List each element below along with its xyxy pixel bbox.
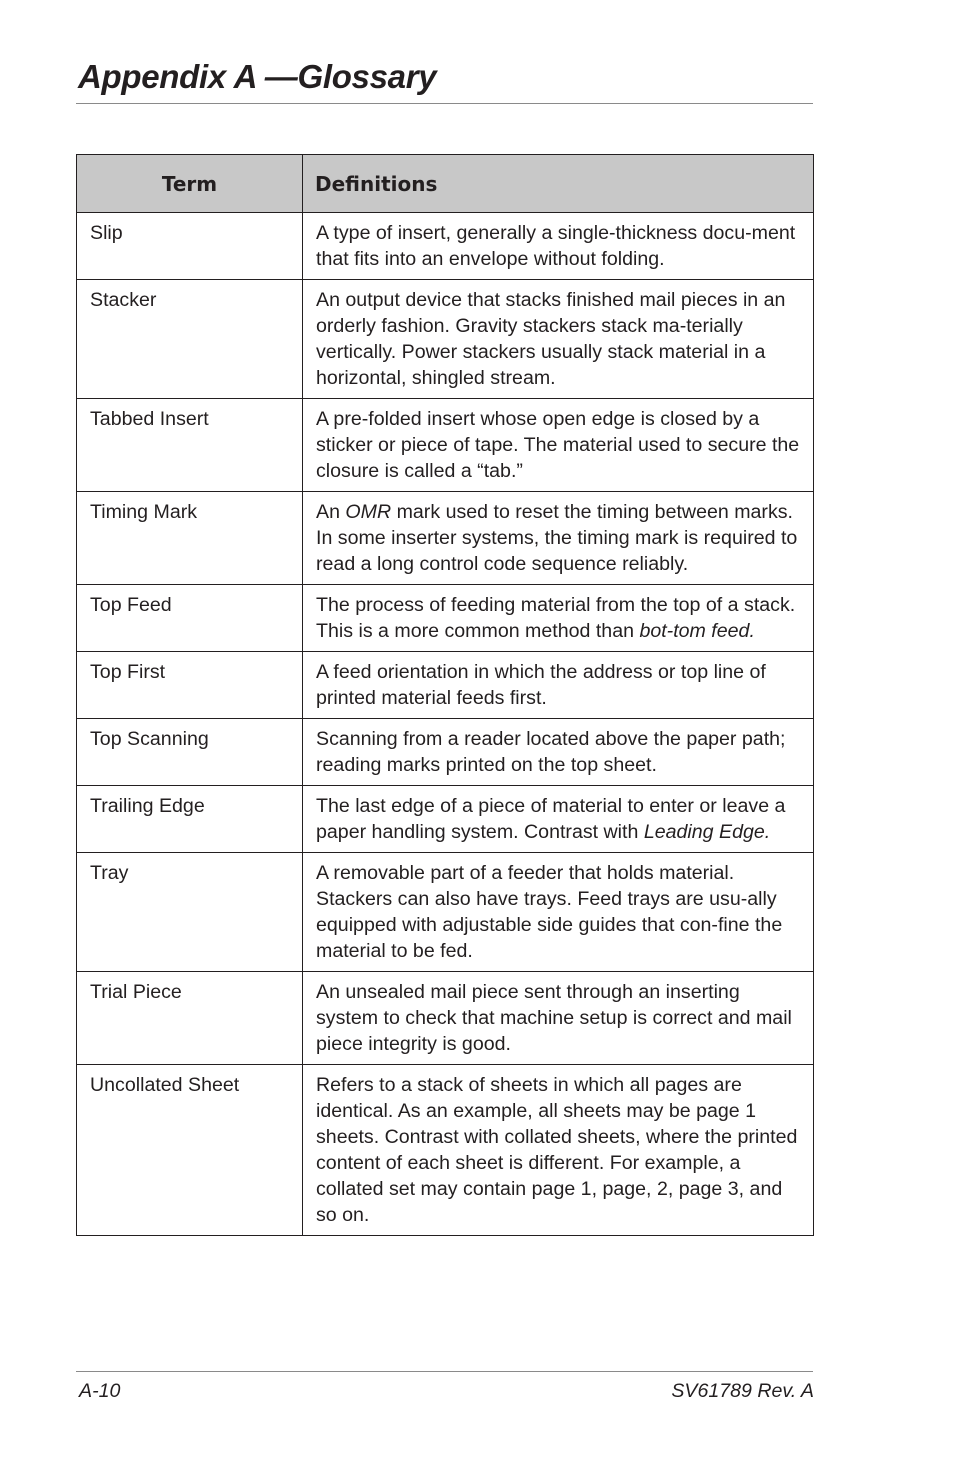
table-row	[77, 652, 814, 719]
glossary-definition	[303, 786, 814, 853]
title-divider	[76, 103, 813, 104]
glossary-definition	[303, 652, 814, 719]
table-row	[77, 492, 814, 585]
definition-text: A feed orientation in which the address or top line of printed material feeds first.	[316, 661, 766, 709]
glossary-term: Slip	[77, 213, 303, 280]
column-header-definitions: Definitions	[303, 155, 814, 213]
glossary-term: Timing Mark	[77, 492, 303, 585]
definition-text: An unsealed mail piece sent through an inserting system to check that machine setup is correct and mail piece integrity is good.	[316, 981, 792, 1055]
glossary-definition	[303, 585, 814, 652]
glossary-term: Top Scanning	[77, 719, 303, 786]
table-row	[77, 585, 814, 652]
glossary-term: Top First	[77, 652, 303, 719]
footer-divider	[76, 1371, 813, 1372]
glossary-definition	[303, 1065, 814, 1236]
glossary-term: Stacker	[77, 280, 303, 399]
table-header-row	[77, 155, 814, 213]
table-row	[77, 786, 814, 853]
glossary-term: Trial Piece	[77, 972, 303, 1065]
glossary-definition	[303, 492, 814, 585]
glossary-definition	[303, 719, 814, 786]
glossary-term: Tabbed Insert	[77, 399, 303, 492]
table-row	[77, 213, 814, 280]
glossary-term: Top Feed	[77, 585, 303, 652]
definition-text: An	[316, 501, 346, 523]
column-header-term: Term	[77, 155, 303, 213]
glossary-term: Trailing Edge	[77, 786, 303, 853]
definition-text: A removable part of a feeder that holds material. Stackers can also have trays. Feed trays are usu-ally equipped with adjustable side guides that con-fine the material to be fed.	[316, 862, 783, 962]
glossary-definition	[303, 853, 814, 972]
table-row	[77, 719, 814, 786]
definition-text: mark used to reset the timing between marks. In some inserter systems, the timing mark is required to read a long control code sequence reliably.	[316, 501, 798, 575]
table-row	[77, 972, 814, 1065]
glossary-definition	[303, 213, 814, 280]
page-title: Appendix A —Glossary	[78, 58, 437, 95]
definition-text: A type of insert, generally a single-thickness docu-ment that fits into an envelope without folding.	[316, 222, 796, 270]
table-row	[77, 280, 814, 399]
table-row	[77, 399, 814, 492]
glossary-definition	[303, 972, 814, 1065]
definition-text: The process of feeding material from the top of a stack. This is a more common method than	[316, 594, 796, 642]
glossary-definition	[303, 280, 814, 399]
document-id: SV61789 Rev. A	[671, 1380, 814, 1402]
definition-emphasis: OMR	[345, 501, 392, 523]
definition-text: The last edge of a piece of material to enter or leave a paper handling system. Contrast with	[316, 795, 786, 843]
glossary-definition	[303, 399, 814, 492]
table-row	[77, 853, 814, 972]
definition-emphasis: bot-tom feed.	[639, 620, 755, 642]
definition-emphasis: Leading Edge.	[643, 821, 771, 843]
glossary-term: Tray	[77, 853, 303, 972]
definition-text: A pre-folded insert whose open edge is closed by a sticker or piece of tape. The material used to secure the closure is called a “tab.”	[316, 408, 800, 482]
definition-text: Refers to a stack of sheets in which all pages are identical. As an example, all sheets may be page 1 sheets. Contrast with collated sheets, where the printed content of each sheet is different. For example, a collated set may contain page 1, page, 2, page 3, and so on.	[316, 1074, 798, 1226]
glossary-term: Uncollated Sheet	[77, 1065, 303, 1236]
glossary-table	[76, 154, 814, 1236]
definition-text: Scanning from a reader located above the paper path; reading marks printed on the top sheet.	[316, 728, 786, 776]
definition-text: An output device that stacks finished mail pieces in an orderly fashion. Gravity stackers stack ma-terially vertically. Power stackers usually stack material in a horizontal, shingled stream.	[316, 289, 786, 389]
page-number: A-10	[79, 1380, 121, 1402]
glossary-body	[77, 213, 814, 1236]
table-row	[77, 1065, 814, 1236]
